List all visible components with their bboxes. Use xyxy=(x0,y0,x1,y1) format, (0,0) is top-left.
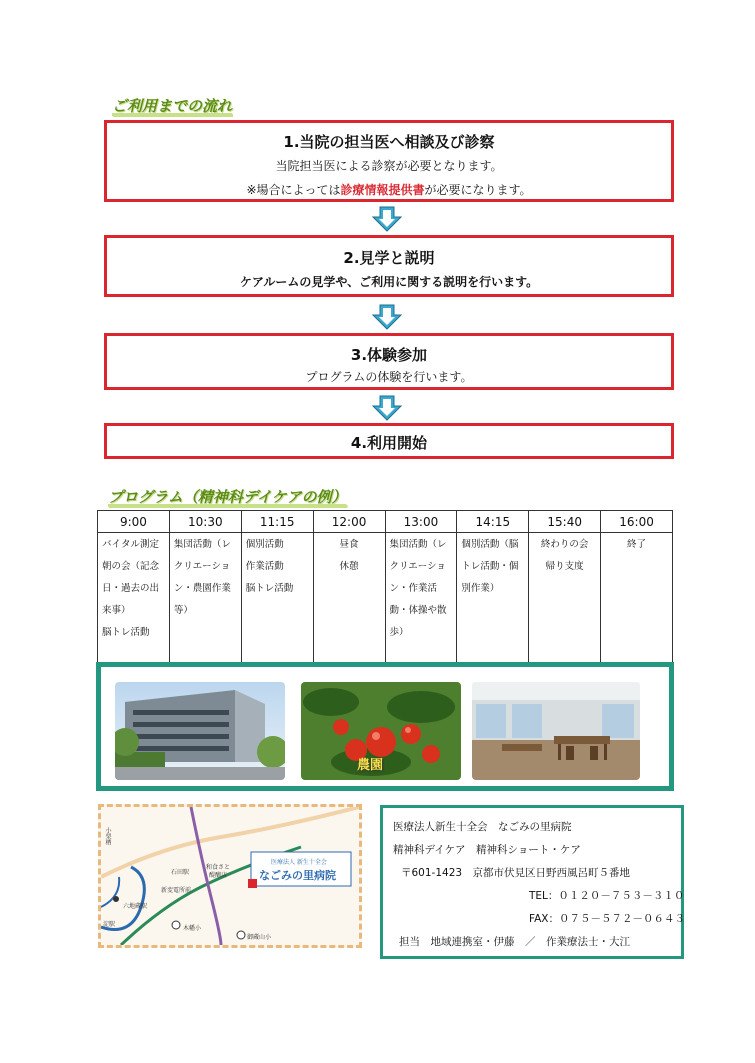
down-arrow-icon xyxy=(372,206,402,232)
step-4-box xyxy=(104,423,674,459)
step-1-note xyxy=(107,181,671,198)
activity-line: ン・作業活 xyxy=(389,583,438,594)
map-station-label: 淀駅 xyxy=(103,921,116,928)
activity-line: クリエーショ xyxy=(389,561,446,572)
activity-line: 来事） xyxy=(102,605,131,616)
fax-number: FAX：０７５－５７２－０６４３ xyxy=(529,913,685,925)
schedule-time: 11:15 xyxy=(241,511,313,533)
schedule-time: 10:30 xyxy=(169,511,241,533)
activity-line: 個別活動（脳 xyxy=(461,539,519,550)
map-station-label: 石田駅 xyxy=(171,869,190,876)
hospital-name: 医療法人新生十全会 なごみの里病院 xyxy=(393,821,572,833)
activity-line: 歩） xyxy=(389,627,409,638)
map-restaurant-label: 和食さと xyxy=(206,864,231,871)
contact-person: 担当 地域連携室・伊藤 ／ 作業療法士・大江 xyxy=(399,936,630,948)
map-station-label: 六地蔵駅 xyxy=(123,903,148,910)
contact-info-box xyxy=(380,805,684,959)
step-4-title: 4.利用開始 xyxy=(350,434,428,452)
activity-line: 別作業） xyxy=(461,583,500,594)
step-3-desc: プログラムの体験を行います。 xyxy=(305,370,473,384)
schedule-time: 12:00 xyxy=(313,511,385,533)
schedule-time: 14:15 xyxy=(457,511,529,533)
schedule-header-row xyxy=(98,511,673,533)
activity-line: 個別活動 xyxy=(245,539,284,550)
farm-tomato-photo xyxy=(301,682,461,780)
map-school-label: 木幡小 xyxy=(183,925,202,932)
step-2-desc: ケアルームの見学や、ご利用に関する説明を行います。 xyxy=(239,275,539,289)
schedule-cell xyxy=(385,533,457,669)
map-school-label: 御蔵山小 xyxy=(247,934,272,941)
down-arrow-icon xyxy=(372,395,402,421)
activity-line: 集団活動（レ xyxy=(389,539,447,550)
schedule-time: 9:00 xyxy=(98,511,170,533)
activity-line: 等） xyxy=(173,605,193,616)
activity-line: ン・農園作業 xyxy=(173,583,231,594)
step-1-note-highlight: 診療情報提供書 xyxy=(340,183,425,197)
program-section-title: プログラム（精神科デイケアの例） xyxy=(108,488,347,506)
activity-line: 日・過去の出 xyxy=(102,583,160,594)
down-arrow-icon xyxy=(372,304,402,330)
map-hospital-small-label: 医療法人 新生十全会 xyxy=(271,859,327,866)
care-room-photo xyxy=(472,682,640,780)
activity-line: 終了 xyxy=(627,539,647,550)
activity-line: 休憩 xyxy=(339,561,359,572)
step-1-desc: 当院担当医による診察が必要となります。 xyxy=(275,159,503,173)
access-map xyxy=(98,804,362,948)
schedule-time: 15:40 xyxy=(529,511,601,533)
schedule-cell xyxy=(601,533,673,669)
flow-section-title: ご利用までの流れ xyxy=(112,97,233,115)
schedule-activity-row xyxy=(98,533,673,669)
activity-line: バイタル測定 xyxy=(102,539,160,550)
map-substation-label: 新変電所前 xyxy=(161,887,192,894)
map-area-label: 小栗栖 xyxy=(104,827,111,845)
activity-line: 動・体操や散 xyxy=(389,605,447,616)
activity-line: 昼食 xyxy=(339,539,359,550)
activity-line: クリエーショ xyxy=(173,561,231,572)
activity-line: 脳トレ活動 xyxy=(102,627,150,638)
schedule-cell xyxy=(313,533,385,669)
schedule-cell xyxy=(529,533,601,669)
schedule-cell xyxy=(241,533,313,669)
schedule-time: 16:00 xyxy=(601,511,673,533)
schedule-cell xyxy=(169,533,241,669)
activity-line: トレ活動・個 xyxy=(461,561,519,572)
activity-line: 帰り支度 xyxy=(545,561,584,572)
step-3-title: 3.体験参加 xyxy=(350,346,428,364)
activity-line: 集団活動（レ xyxy=(173,539,231,550)
phone-number: TEL：０１２０－７５３－３１０ xyxy=(529,890,685,902)
activity-line: 朝の会（記念 xyxy=(102,561,160,572)
activity-line: 脳トレ活動 xyxy=(245,583,294,594)
step-1-box xyxy=(104,120,674,202)
program-schedule-table xyxy=(97,510,673,669)
hospital-building-photo xyxy=(115,682,285,780)
step-1-note-post: が必要になります。 xyxy=(424,183,532,197)
schedule-time: 13:00 xyxy=(385,511,457,533)
address: 〒601-1423 京都市伏見区日野西風呂町５番地 xyxy=(401,867,631,879)
map-restaurant-label: 醍醐店 xyxy=(209,872,228,879)
map-hospital-name-label: なごみの里病院 xyxy=(259,869,336,882)
service-names: 精神科デイケア 精神科ショート・ケア xyxy=(393,844,581,856)
schedule-cell xyxy=(457,533,529,669)
farm-label: 農園 xyxy=(357,758,384,773)
activity-line: 終わりの会 xyxy=(540,539,589,550)
step-2-title: 2.見学と説明 xyxy=(343,249,435,267)
step-2-box xyxy=(104,235,674,297)
step-3-box xyxy=(104,333,674,390)
activity-line: 作業活動 xyxy=(245,561,284,572)
photo-frame xyxy=(96,662,674,791)
schedule-cell xyxy=(98,533,170,669)
step-1-title: 1.当院の担当医へ相談及び診察 xyxy=(283,133,495,151)
step-1-note-pre: ※場合によっては xyxy=(246,183,341,197)
